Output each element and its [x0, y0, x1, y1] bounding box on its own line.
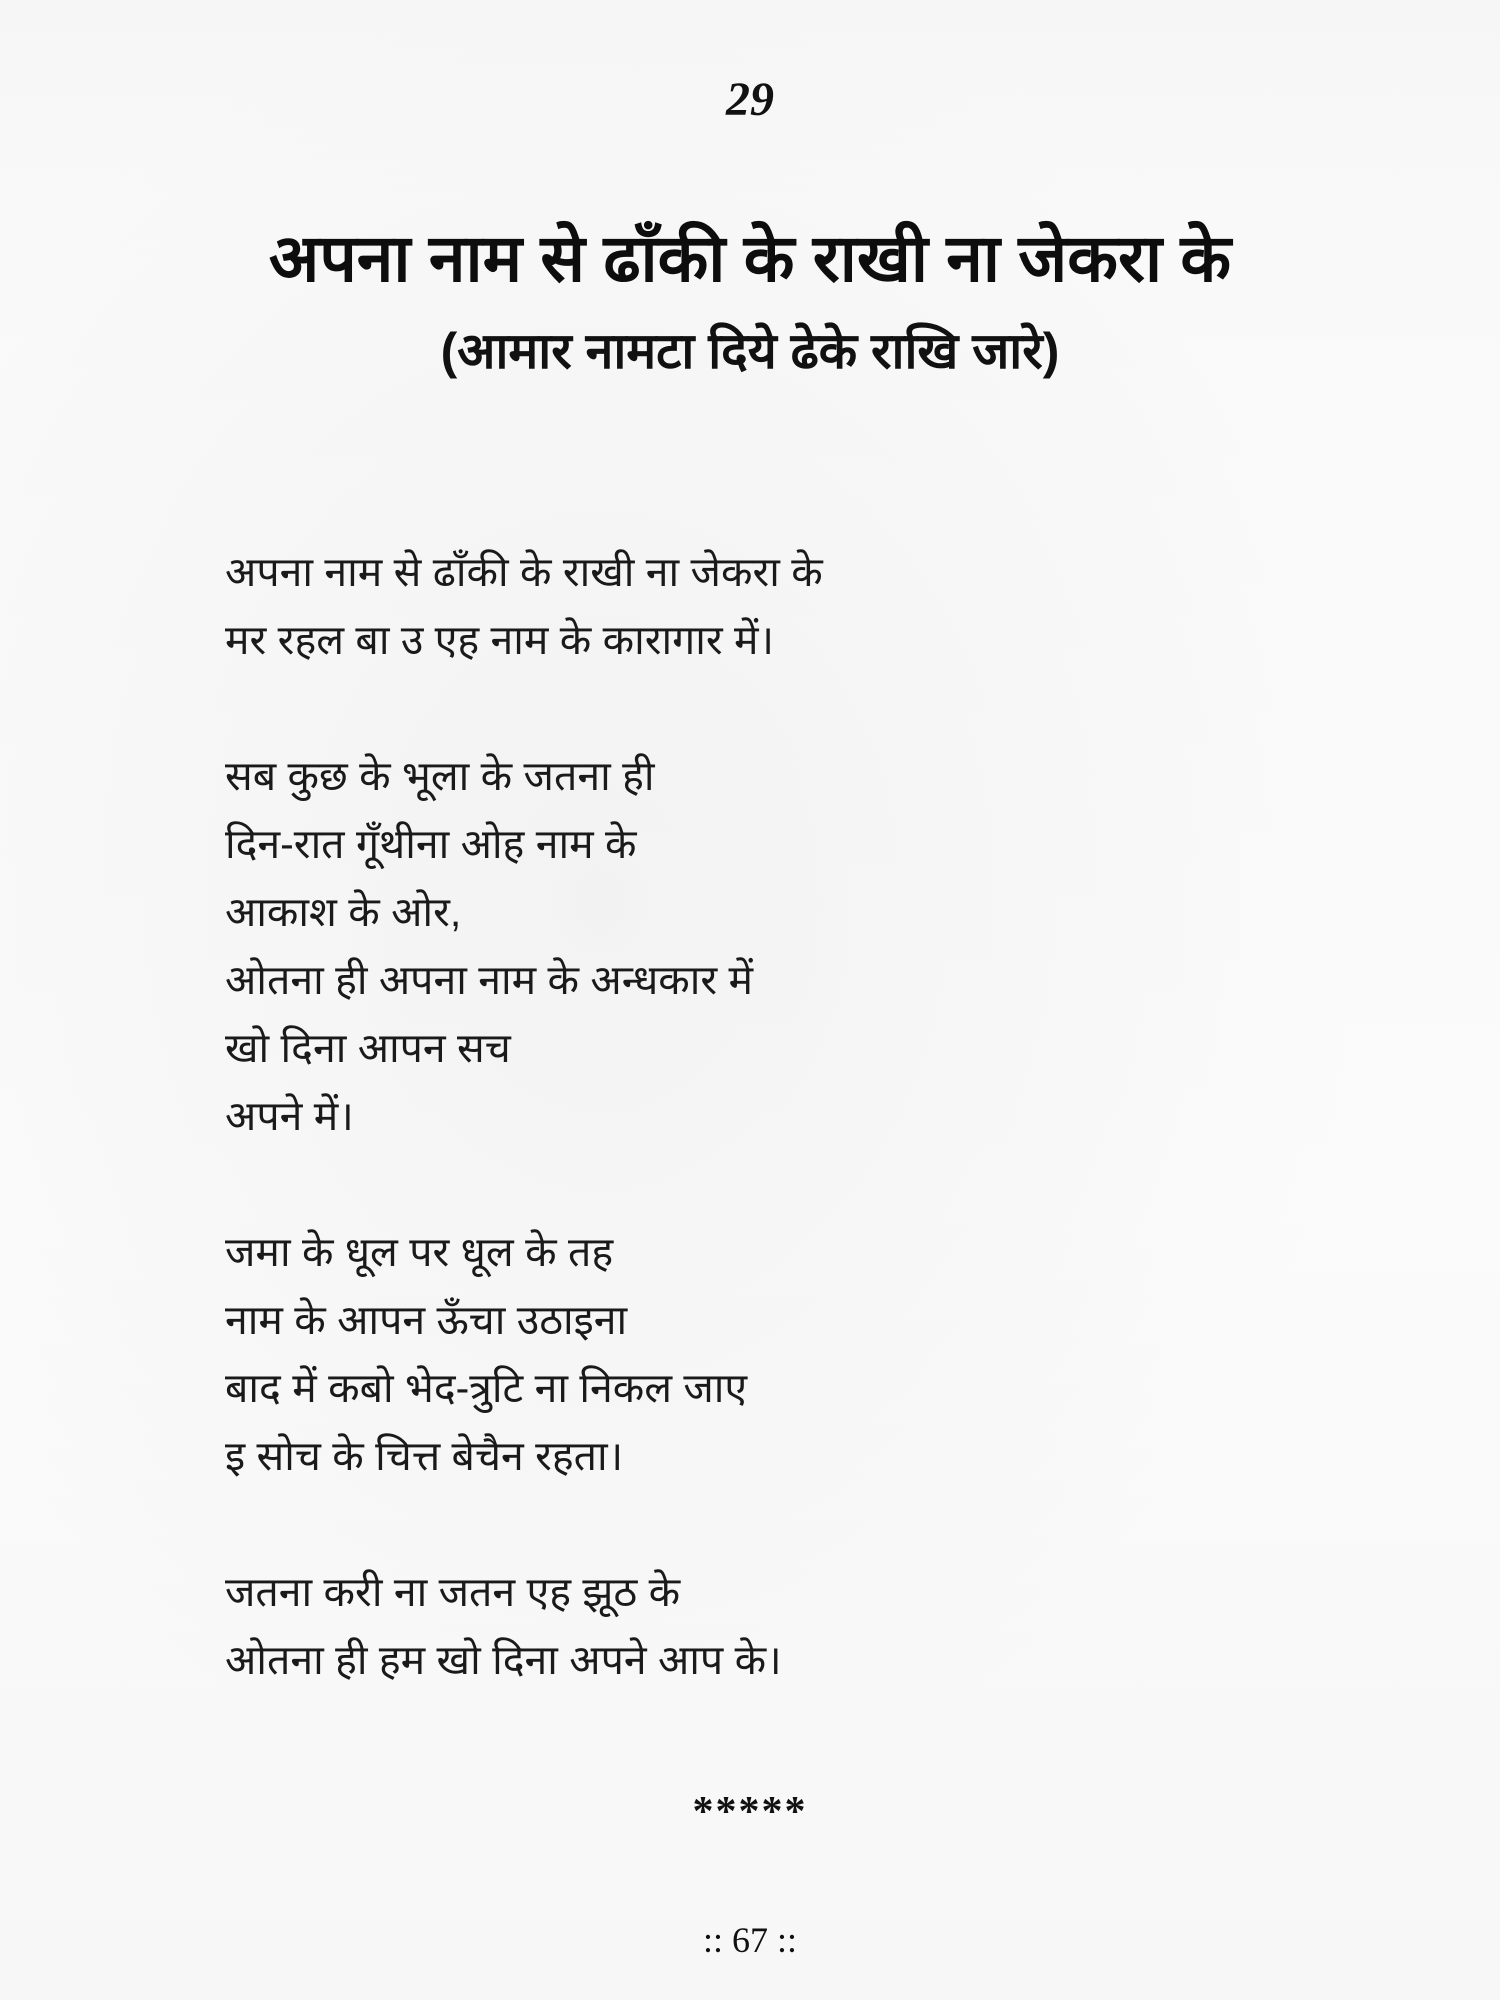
page-number: :: 67 ::: [702, 1920, 797, 1960]
poem-line: खो दिना आपन सच: [225, 1025, 511, 1071]
poem-line: ओतना ही हम खो दिना अपने आप के।: [225, 1637, 782, 1683]
poem-line: बाद में कबो भेद-त्रुटि ना निकल जाए: [225, 1365, 748, 1411]
poem-line: दिन-रात गूँथीना ओह नाम के: [225, 821, 637, 867]
section-separator: *****: [692, 1789, 808, 1835]
stanza-4: [225, 1558, 1325, 1694]
poem-line: जमा के धूल पर धूल के तह: [225, 1229, 614, 1275]
stanza-3: [225, 1218, 1325, 1490]
poem-title: अपना नाम से ढाँकी के राखी ना जेकरा के: [268, 221, 1232, 295]
poem-line: आकाश के ओर,: [225, 889, 462, 935]
poem-line: अपने में।: [225, 1093, 354, 1139]
stanza-1: [225, 538, 1325, 674]
poem-line: ओतना ही अपना नाम के अन्धकार में: [225, 957, 754, 1003]
poem-line: जतना करी ना जतन एह झूठ के: [225, 1569, 681, 1615]
poem-line: नाम के आपन ऊँचा उठाइना: [225, 1297, 628, 1343]
poem-number: 29: [726, 73, 774, 126]
stanza-2: [225, 742, 1325, 1150]
poem-subtitle: (आमार नामटा दिये ढेके राखि जारे): [440, 323, 1060, 379]
poem-body: [225, 538, 1325, 1762]
poem-line: मर रहल बा उ एह नाम के कारागार में।: [225, 617, 775, 663]
poem-line: इ सोच के चित्त बेचैन रहता।: [225, 1433, 624, 1479]
poem-line: अपना नाम से ढाँकी के राखी ना जेकरा के: [225, 549, 823, 595]
poem-line: सब कुछ के भूला के जतना ही: [225, 753, 655, 799]
